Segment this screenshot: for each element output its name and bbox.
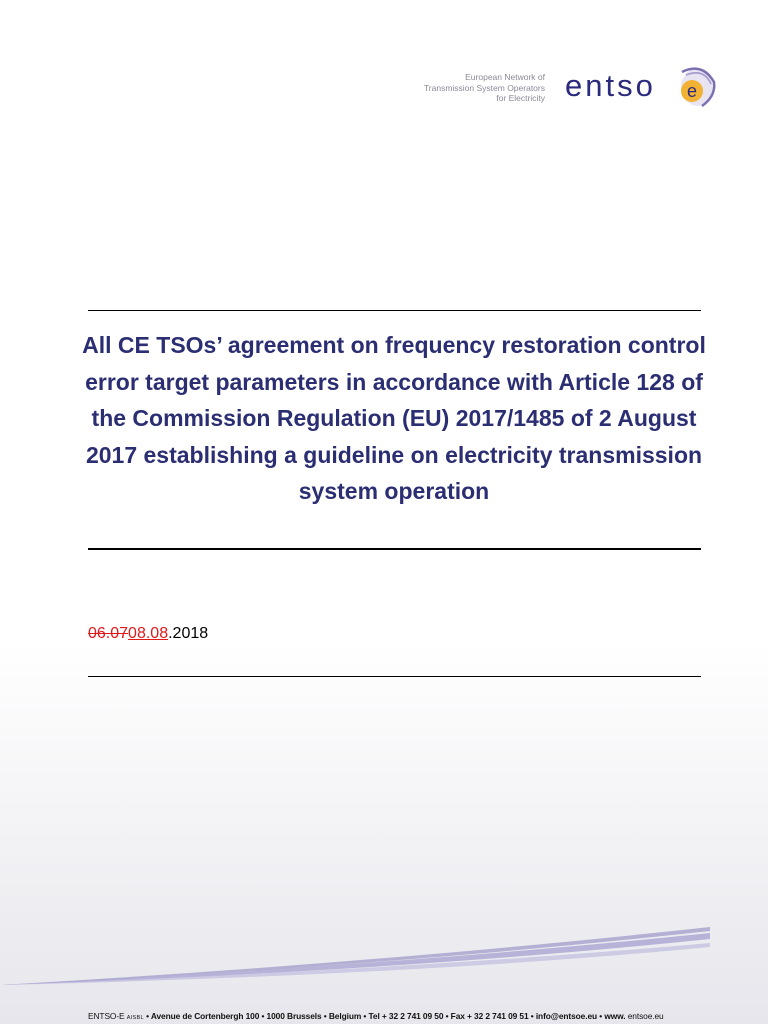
footer-address [88,1011,708,1021]
date-deleted: 06.07 [88,625,129,642]
tagline-line: for Electricity [496,93,545,103]
footer-aisbl: AISBL [126,1015,144,1021]
footer-www: www. [604,1011,626,1021]
logo-wordmark: entso [565,68,656,103]
date-year: .2018 [168,625,209,642]
footer-address-text: • Avenue de Cortenbergh 100 • 1000 Brussels • Belgium • Tel + 32 2 741 09 50 • Fax + 32 2 741 09 51 • info@entsoe.eu • [143,1011,605,1021]
bottom-divider [88,676,701,677]
logo-e-letter: e [686,81,698,101]
document-title: All CE TSOs’ agreement on frequency restoration control error target parameters in accordance with Article 128 of the Commission Regulation (EU) 2017/1485 of 2 August 2017 establishing a guideline on electricity transmission system operation [82,332,706,504]
date-inserted: 08.08 [128,625,169,642]
footer-swoosh [0,925,768,985]
title-divider [88,548,701,550]
footer-name: ENTSO-E [88,1011,125,1021]
top-divider [88,310,701,311]
tagline-line: Transmission System Operators [423,82,545,93]
tagline-line: European Network of [465,72,545,82]
entsoe-logo [400,66,720,116]
footer-domain: entsoe.eu [625,1011,664,1021]
document-date [88,624,208,644]
logo-e-icon [672,66,718,108]
logo-tagline [424,72,545,104]
